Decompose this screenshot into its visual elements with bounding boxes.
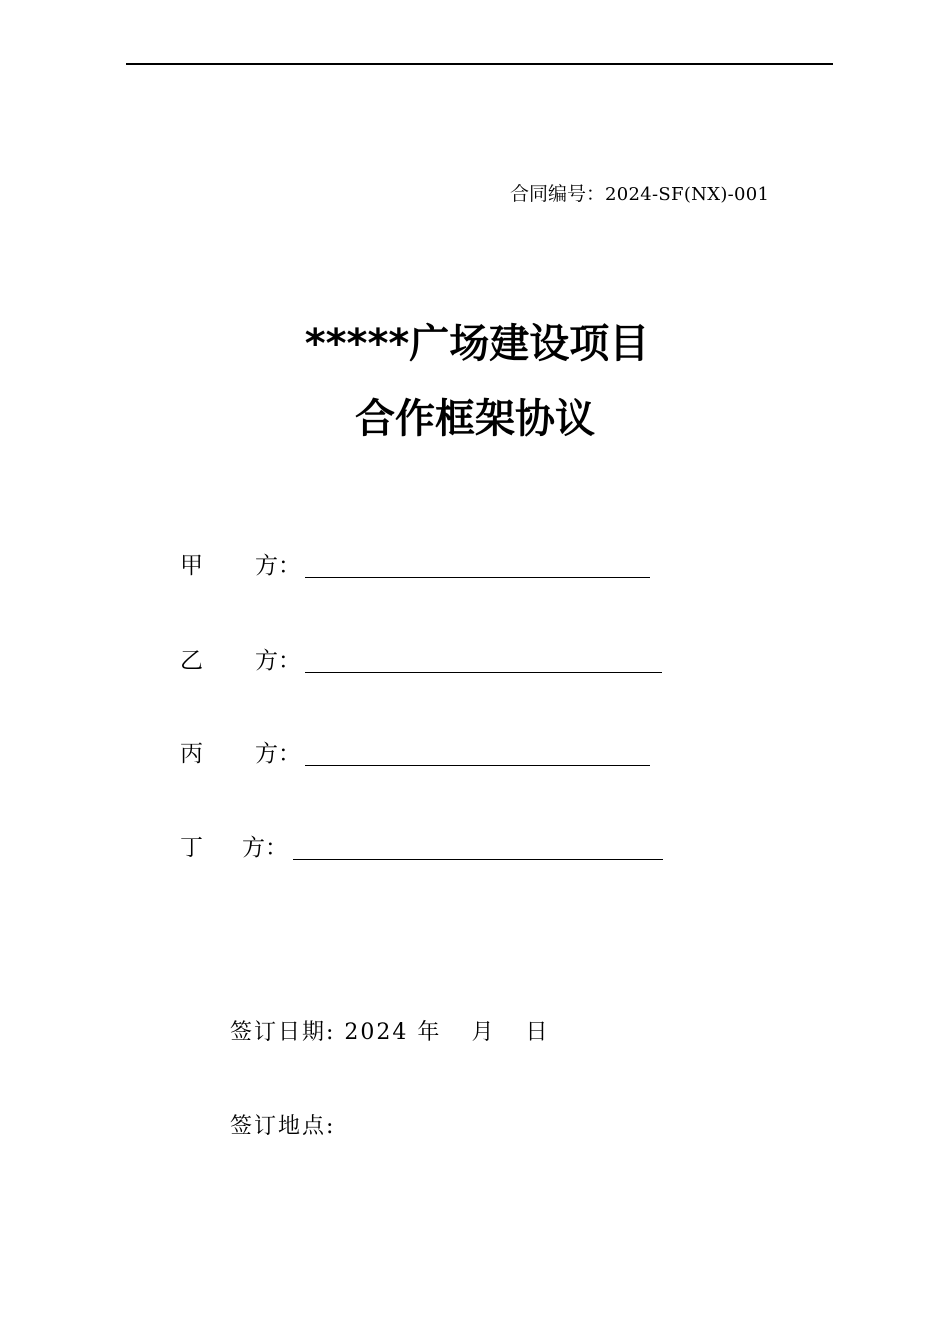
contract-number [510,180,769,209]
header-rule [126,63,833,65]
party-c-suffix: 方： [255,741,301,767]
signing-month-unit: 月 [471,1020,496,1045]
document-title-line-1: *****广场建设项目 [304,321,650,367]
signing-year: 2024 [344,1020,409,1045]
party-a-suffix: 方： [255,553,301,579]
party-c-blank-line [305,765,650,766]
signing-year-unit: 年 [417,1020,442,1045]
signing-date-row [230,1018,549,1048]
party-b-suffix: 方： [255,648,301,674]
party-b-name: 乙 [180,648,203,674]
contract-number-value: 2024-SF(NX)-001 [605,184,770,205]
party-a-blank-line [305,577,650,578]
party-c-name: 丙 [180,741,203,767]
party-b-blank-line [305,672,662,673]
signing-day-unit: 日 [525,1020,550,1045]
document-title-line-2: 合作框架协议 [355,396,595,442]
party-d-suffix: 方： [242,835,288,861]
signing-date-label: 签订日期: [230,1020,336,1045]
party-d-blank-line [293,859,663,860]
party-a-name: 甲 [180,553,203,579]
signing-place-label: 签订地点: [230,1114,336,1139]
signing-place-row [230,1112,335,1142]
party-d-name: 丁 [180,835,203,861]
contract-number-label: 合同编号： [510,183,606,205]
